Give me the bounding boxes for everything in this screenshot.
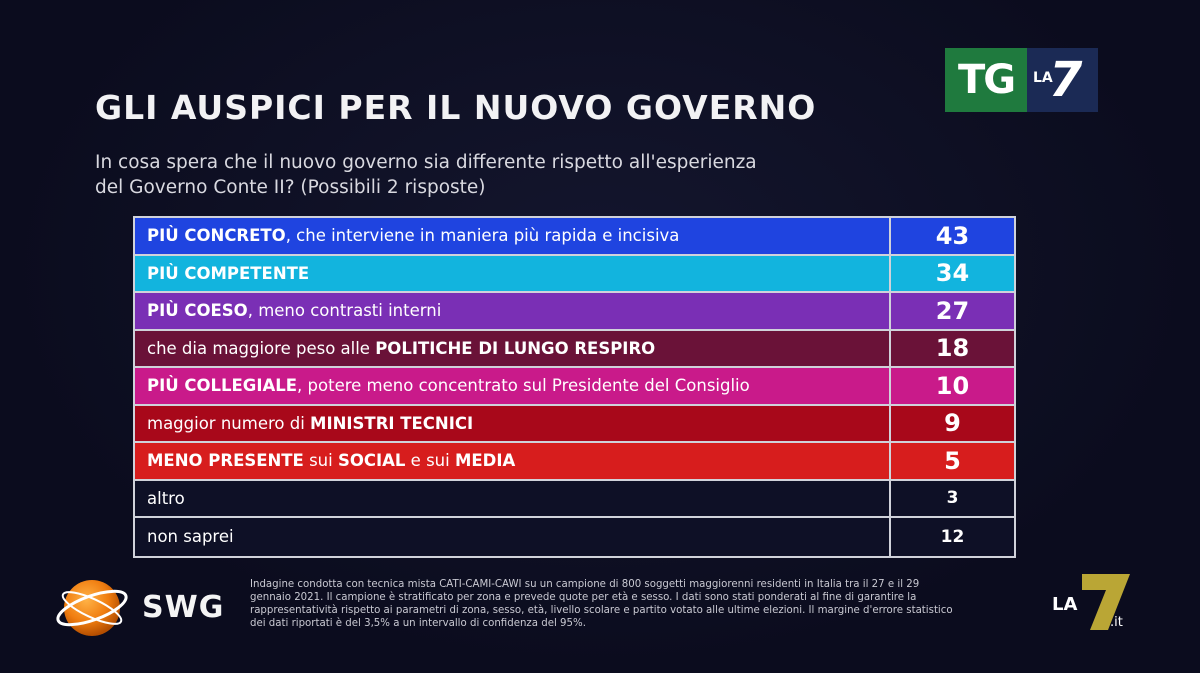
note-line: rappresentatività rispetto ai parametri di zona, sesso, età, livello scolare e partito votato alle ultime elezioni. Il margine d'errore statistico (250, 605, 953, 616)
row-label (135, 293, 891, 329)
row-label (135, 256, 891, 292)
table-row (135, 406, 1014, 444)
label-bold-text: PIÙ COESO (147, 301, 248, 321)
row-value: 3 (946, 488, 959, 509)
label-bold-text: MENO PRESENTE (147, 451, 304, 471)
question-text (95, 150, 915, 200)
label-bold-text: POLITICHE DI LUNGO RESPIRO (375, 338, 656, 358)
row-label (135, 368, 891, 404)
row-value: 27 (935, 296, 970, 325)
label-text: altro (147, 488, 185, 508)
row-value: 10 (935, 371, 970, 400)
la7-corner-logo (1052, 568, 1132, 632)
label-bold-text: PIÙ COLLEGIALE (147, 376, 298, 396)
swg-brand-text: SWG (142, 589, 225, 625)
methodology-note (250, 578, 1070, 630)
table-row (135, 256, 1014, 294)
label-text: non saprei (147, 527, 234, 547)
row-label (135, 218, 891, 254)
row-label (135, 331, 891, 367)
label-text: maggior numero di (147, 413, 311, 433)
label-text: , che interviene in maniera più rapida e incisiva (285, 226, 680, 246)
label-text: e sui (405, 451, 455, 471)
tg-logo-text: TG (945, 48, 1027, 112)
row-label (135, 518, 891, 556)
table-row (135, 218, 1014, 256)
corner-la-text: LA (1052, 594, 1078, 615)
label-text: , meno contrasti interni (247, 301, 442, 321)
label-bold-text: PIÙ COMPETENTE (147, 263, 310, 283)
table-row (135, 518, 1014, 556)
label-text: che dia maggiore peso alle (147, 338, 376, 358)
row-value: 12 (940, 526, 965, 547)
label-text: sui (303, 451, 338, 471)
row-value: 9 (944, 409, 961, 438)
row-label (135, 406, 891, 442)
question-line: del Governo Conte II? (Possibili 2 risposte) (95, 177, 486, 198)
row-value: 43 (935, 221, 970, 250)
table-row (135, 443, 1014, 481)
la7-logo (1027, 48, 1098, 112)
table-row (135, 293, 1014, 331)
results-table (133, 216, 1016, 558)
note-line: Indagine condotta con tecnica mista CATI-CAMI-CAWI su un campione di 800 soggetti maggiorenni residenti in Italia tra il 27 e il 29 (250, 579, 920, 590)
row-value: 5 (944, 446, 961, 475)
note-line: gennaio 2021. Il campione è stratificato per zona e prevede quote per età e sesso. I dati sono stati ponderati al fine di garantire la (250, 592, 917, 603)
tg-la7-logo (945, 48, 1098, 112)
seven-text: 7 (1049, 52, 1083, 108)
label-bold-text: MINISTRI TECNICI (310, 413, 474, 433)
corner-it-text: .it (1110, 615, 1123, 630)
page-title: GLI AUSPICI PER IL NUOVO GOVERNO (95, 88, 817, 127)
label-bold-text: MEDIA (454, 451, 516, 471)
label-bold-text: SOCIAL (337, 451, 406, 471)
row-value: 34 (935, 259, 970, 288)
la-text: LA (1033, 70, 1053, 86)
label-text: , potere meno concentrato sul Presidente del Consiglio (297, 376, 750, 396)
table-row (135, 481, 1014, 519)
row-label (135, 443, 891, 479)
table-row (135, 331, 1014, 369)
question-line: In cosa spera che il nuovo governo sia differente rispetto all'esperienza (95, 152, 757, 173)
row-label (135, 481, 891, 517)
note-line: dei dati riportati è del 3,5% a un intervallo di confidenza del 95%. (250, 618, 586, 629)
swg-logo (52, 572, 232, 642)
swg-globe-icon (52, 572, 130, 642)
row-value: 18 (935, 334, 970, 363)
label-bold-text: PIÙ CONCRETO (147, 226, 286, 246)
table-row (135, 368, 1014, 406)
